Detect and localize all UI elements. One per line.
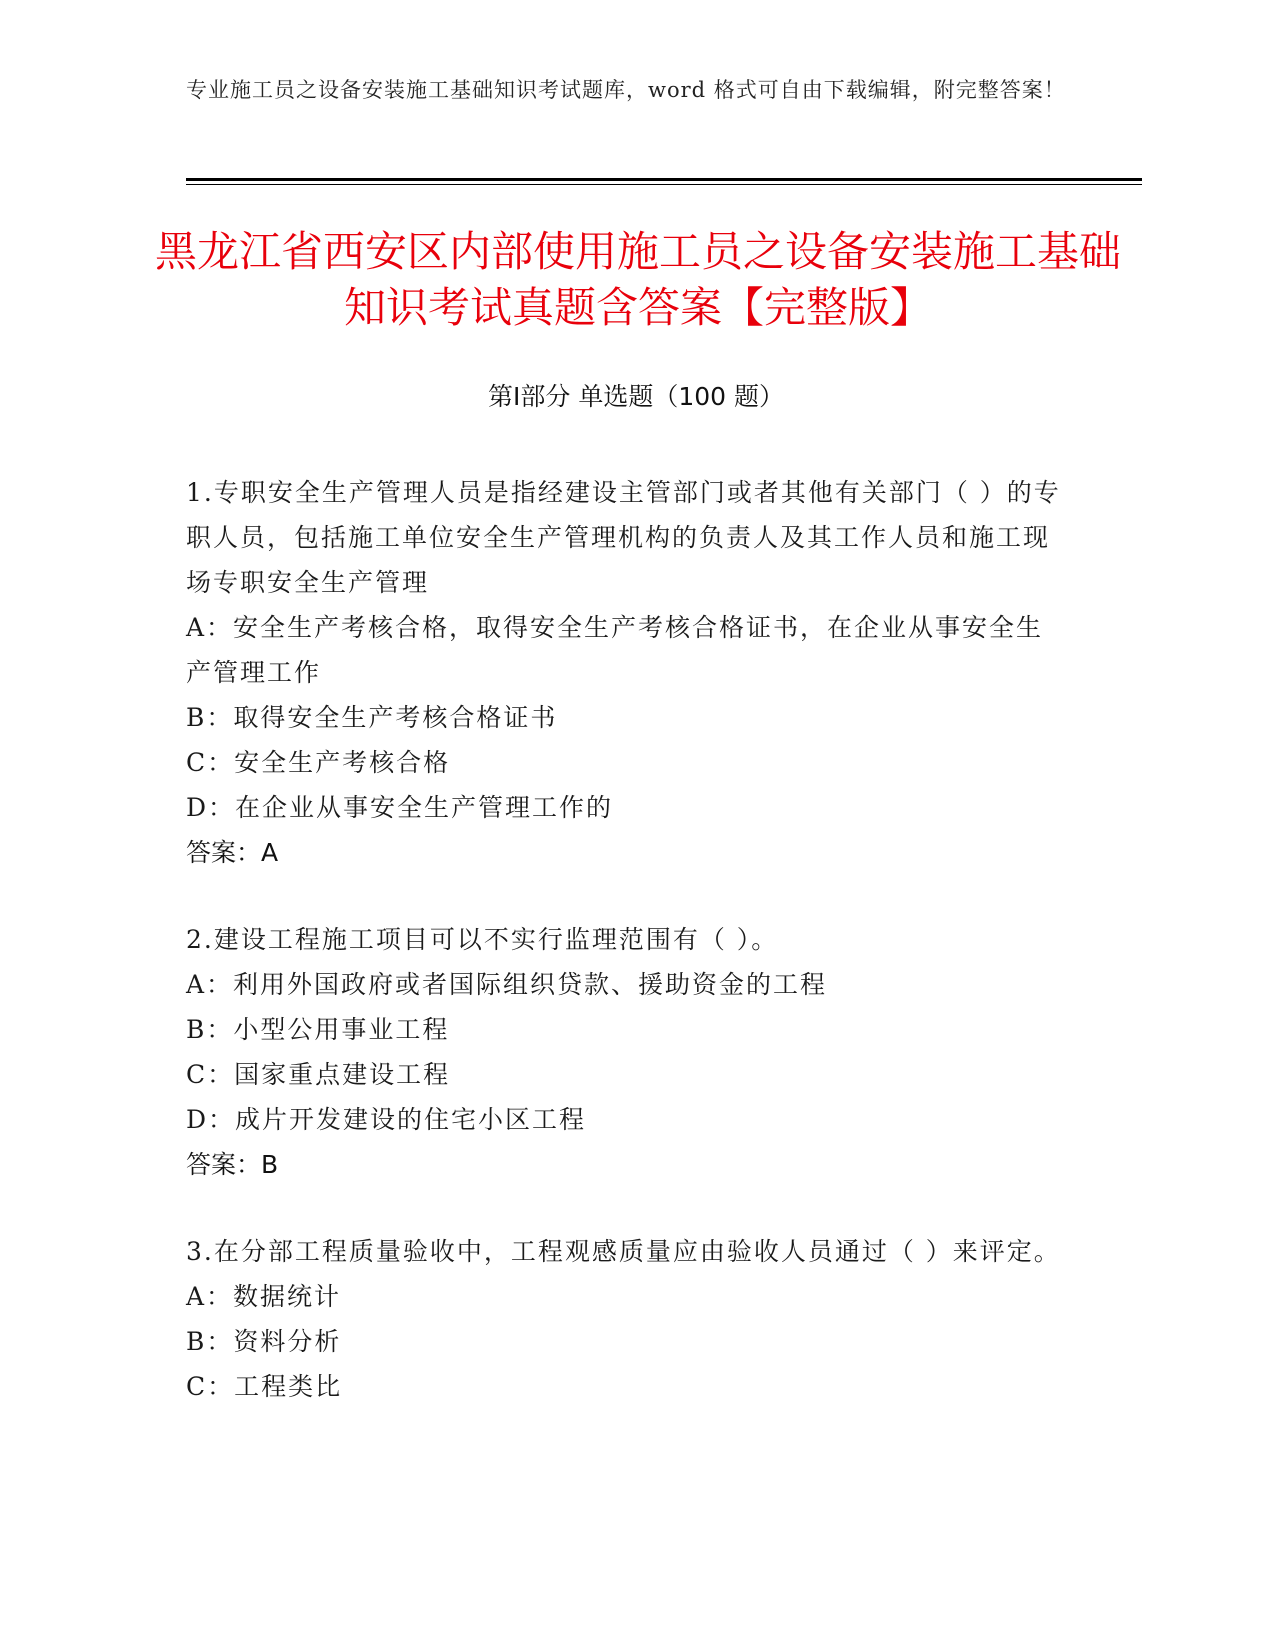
section-title: 第Ⅰ部分 单选题（100 题） <box>488 382 784 411</box>
header-divider-thin <box>186 184 1142 185</box>
answer-line: 答案：B <box>186 1150 279 1179</box>
option-d: D：在企业从事安全生产管理工作的 <box>186 793 614 822</box>
answer-line: 答案：A <box>186 838 279 867</box>
option-a: A：数据统计 <box>186 1282 342 1311</box>
question-3 <box>186 1229 1066 1409</box>
question-1 <box>186 470 1066 875</box>
option-b: B：取得安全生产考核合格证书 <box>186 703 558 732</box>
question-stem: 3.在分部工程质量验收中，工程观感质量应由验收人员通过（ ）来评定。 <box>186 1237 1061 1266</box>
option-a: A：利用外国政府或者国际组织贷款、援助资金的工程 <box>186 970 828 999</box>
document-title: 黑龙江省西安区内部使用施工员之设备安装施工基础知识考试真题含答案【完整版】 <box>154 227 1121 332</box>
question-stem: 2.建设工程施工项目可以不实行监理范围有（ ）。 <box>186 925 779 954</box>
option-d: D：成片开发建设的住宅小区工程 <box>186 1105 587 1134</box>
option-c: C：安全生产考核合格 <box>186 748 451 777</box>
header-note: 专业施工员之设备安装施工基础知识考试题库，word 格式可自由下载编辑，附完整答案！ <box>186 78 1066 102</box>
question-2 <box>186 917 1066 1187</box>
option-b: B：资料分析 <box>186 1327 342 1356</box>
option-a: A：安全生产考核合格，取得安全生产考核合格证书，在企业从事安全生产管理工作 <box>186 613 1044 687</box>
option-c: C：国家重点建设工程 <box>186 1060 451 1089</box>
question-list <box>186 470 1066 1451</box>
header-divider-thick <box>186 178 1142 181</box>
option-b: B：小型公用事业工程 <box>186 1015 450 1044</box>
question-stem: 1.专职安全生产管理人员是指经建设主管部门或者其他有关部门（ ）的专职人员，包括施工单位安全生产管理机构的负责人及其工作人员和施工现场专职安全生产管理 <box>186 478 1061 597</box>
option-c: C：工程类比 <box>186 1372 343 1401</box>
